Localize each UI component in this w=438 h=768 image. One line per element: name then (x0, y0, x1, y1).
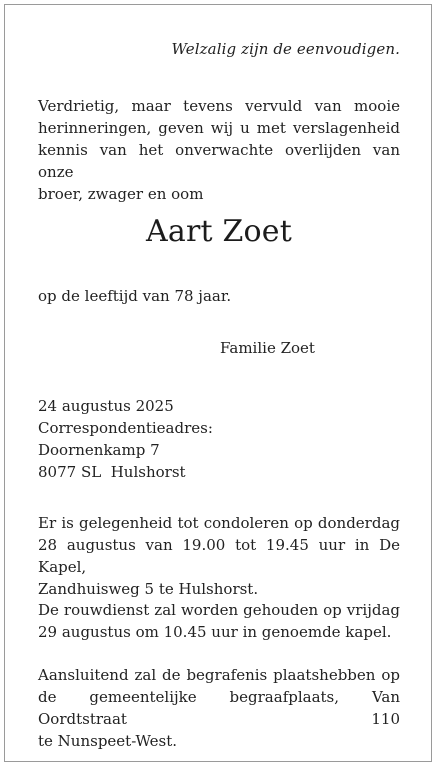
burial-line: de gemeentelijke begraafplaats, Van Oordtstraat 110 (38, 688, 400, 728)
burial-paragraph (38, 664, 400, 752)
age-text: op de leeftijd van 78 jaar. (38, 287, 232, 305)
motto-text: Welzalig zijn de eenvoudigen. (171, 40, 400, 58)
intro-line: Verdrietig, maar tevens vervuld van mooie (38, 97, 400, 115)
address-label: Correspondentieadres: (38, 419, 213, 437)
intro-line: kennis van het onverwachte overlijden van onze (38, 141, 400, 181)
address-block (38, 395, 400, 483)
condolence-line: 28 augustus van 19.00 tot 19.45 uur in De Kapel, (38, 536, 400, 576)
address-street: Doornenkamp 7 (38, 441, 160, 459)
burial-line: Aansluitend zal de begrafenis plaatshebben op (38, 666, 400, 684)
deceased-name: Aart Zoet (146, 214, 292, 249)
date-text: 24 augustus 2025 (38, 397, 174, 415)
condolence-paragraph (38, 512, 400, 600)
address-city: 8077 SL Hulshorst (38, 463, 186, 481)
intro-line: herinneringen, geven wij u met verslagenheid (38, 119, 400, 137)
intro-line: broer, zwager en oom (38, 185, 204, 203)
condolence-line: Zandhuisweg 5 te Hulshorst. (38, 580, 259, 598)
condolence-line: Er is gelegenheid tot condoleren op donderdag (38, 514, 400, 532)
age-line (38, 285, 400, 307)
service-paragraph (38, 599, 400, 643)
intro-paragraph (38, 95, 400, 205)
family-signature: Familie Zoet (220, 339, 315, 357)
service-line: 29 augustus om 10.45 uur in genoemde kapel. (38, 623, 392, 641)
burial-line: te Nunspeet-West. (38, 732, 178, 750)
service-line: De rouwdienst zal worden gehouden op vrijdag (38, 601, 400, 619)
